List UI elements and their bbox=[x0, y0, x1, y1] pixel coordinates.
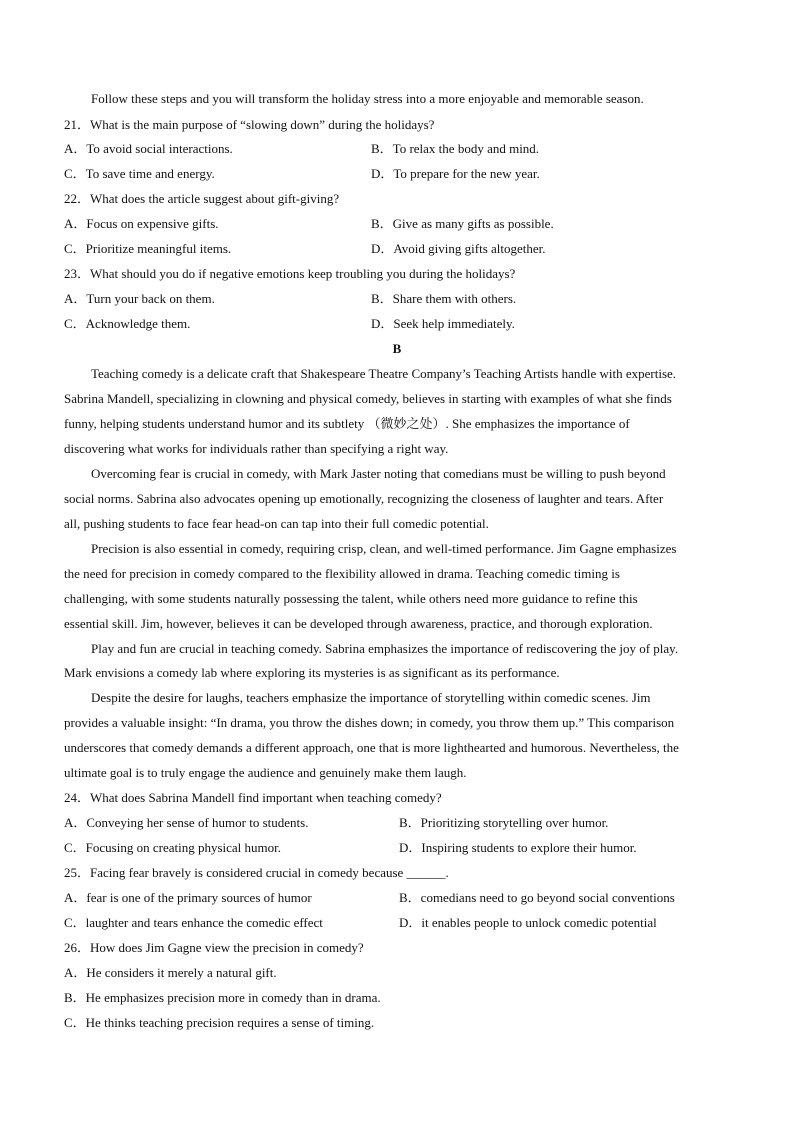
q26-option-c: C．He thinks teaching precision requires a sense of timing. bbox=[64, 1015, 375, 1030]
passage-b-p3-line1: Precision is also essential in comedy, requiring crisp, clean, and well-timed performance. Jim Gagne emphasizes bbox=[91, 541, 677, 556]
question-21: 21．What is the main purpose of “slowing down” during the holidays? bbox=[64, 117, 435, 132]
q21-option-a: A．To avoid social interactions. bbox=[64, 141, 233, 156]
passage-b-p3-line3: challenging, with some students naturally possessing the talent, while others need more guidance to refine this bbox=[64, 591, 638, 606]
question-24: 24．What does Sabrina Mandell find important when teaching comedy? bbox=[64, 790, 442, 805]
passage-b-p1-line1: Teaching comedy is a delicate craft that Shakespeare Theatre Company’s Teaching Artists handle with expertise. bbox=[91, 366, 677, 381]
q23-option-a: A．Turn your back on them. bbox=[64, 291, 215, 306]
question-26: 26．How does Jim Gagne view the precision in comedy? bbox=[64, 940, 364, 955]
q23-option-d: D．Seek help immediately. bbox=[371, 316, 515, 331]
q21-option-c: C．To save time and energy. bbox=[64, 166, 215, 181]
q25-option-d: D．it enables people to unlock comedic potential bbox=[399, 915, 657, 930]
q23-option-b: B．Share them with others. bbox=[371, 291, 517, 306]
q26-option-a: A．He considers it merely a natural gift. bbox=[64, 965, 277, 980]
q23-option-c: C．Acknowledge them. bbox=[64, 316, 191, 331]
q25-option-b: B．comedians need to go beyond social conventions bbox=[399, 890, 675, 905]
passage-b-p1-line4: discovering what works for individuals rather than specifying a right way. bbox=[64, 441, 449, 456]
passage-b-p5-line4: ultimate goal is to truly engage the audience and genuinely make them laugh. bbox=[64, 765, 467, 780]
question-23: 23．What should you do if negative emotions keep troubling you during the holidays? bbox=[64, 266, 516, 281]
q24-option-b: B．Prioritizing storytelling over humor. bbox=[399, 815, 609, 830]
q25-option-c: C．laughter and tears enhance the comedic effect bbox=[64, 915, 323, 930]
passage-b-p4-line2: Mark envisions a comedy lab where exploring its mysteries is as significant as its performance. bbox=[64, 665, 560, 680]
q22-option-d: D．Avoid giving gifts altogether. bbox=[371, 241, 546, 256]
passage-b-p3-line2: the need for precision in comedy compared to the flexibility allowed in drama. Teaching comedic timing is bbox=[64, 566, 620, 581]
section-b-heading: B bbox=[392, 341, 402, 356]
passage-b-p1-line3: funny, helping students understand humor and its subtlety （微妙之处）. She emphasizes the importance of bbox=[64, 416, 630, 431]
q25-option-a: A．fear is one of the primary sources of humor bbox=[64, 890, 312, 905]
q26-option-b: B．He emphasizes precision more in comedy than in drama. bbox=[64, 990, 381, 1005]
passage-b-p2-line1: Overcoming fear is crucial in comedy, with Mark Jaster noting that comedians must be willing to push beyond bbox=[91, 466, 666, 481]
passage-b-p2-line2: social norms. Sabrina also advocates opening up emotionally, recognizing the closeness of laughter and tears. After bbox=[64, 491, 664, 506]
q22-option-a: A．Focus on expensive gifts. bbox=[64, 216, 219, 231]
q24-option-a: A．Conveying her sense of humor to students. bbox=[64, 815, 309, 830]
passage-b-p1-line2: Sabrina Mandell, specializing in clowning and physical comedy, believes in starting with examples of what she finds bbox=[64, 391, 672, 406]
closing-sentence: Follow these steps and you will transform the holiday stress into a more enjoyable and memorable season. bbox=[91, 91, 644, 106]
question-25: 25．Facing fear bravely is considered crucial in comedy because ______. bbox=[64, 865, 449, 880]
passage-b-p5-line1: Despite the desire for laughs, teachers emphasize the importance of storytelling within comedic scenes. Jim bbox=[91, 690, 651, 705]
q22-option-b: B．Give as many gifts as possible. bbox=[371, 216, 554, 231]
q21-option-b: B．To relax the body and mind. bbox=[371, 141, 540, 156]
q21-option-d: D．To prepare for the new year. bbox=[371, 166, 540, 181]
passage-b-p2-line3: all, pushing students to face fear head-on can tap into their full comedic potential. bbox=[64, 516, 489, 531]
passage-b-p3-line4: essential skill. Jim, however, believes it can be developed through awareness, practice, and thorough exploration. bbox=[64, 616, 653, 631]
question-22: 22．What does the article suggest about gift-giving? bbox=[64, 191, 340, 206]
passage-b-p5-line3: underscores that comedy demands a different approach, one that is more lighthearted and humorous. Nevertheless, the bbox=[64, 740, 679, 755]
passage-b-p4-line1: Play and fun are crucial in teaching comedy. Sabrina emphasizes the importance of rediscovering the joy of play. bbox=[91, 641, 679, 656]
q22-option-c: C．Prioritize meaningful items. bbox=[64, 241, 232, 256]
q24-option-c: C．Focusing on creating physical humor. bbox=[64, 840, 282, 855]
q24-option-d: D．Inspiring students to explore their humor. bbox=[399, 840, 637, 855]
passage-b-p5-line2: provides a valuable insight: “In drama, you throw the dishes down; in comedy, you throw them up.” This comparison bbox=[64, 715, 675, 730]
